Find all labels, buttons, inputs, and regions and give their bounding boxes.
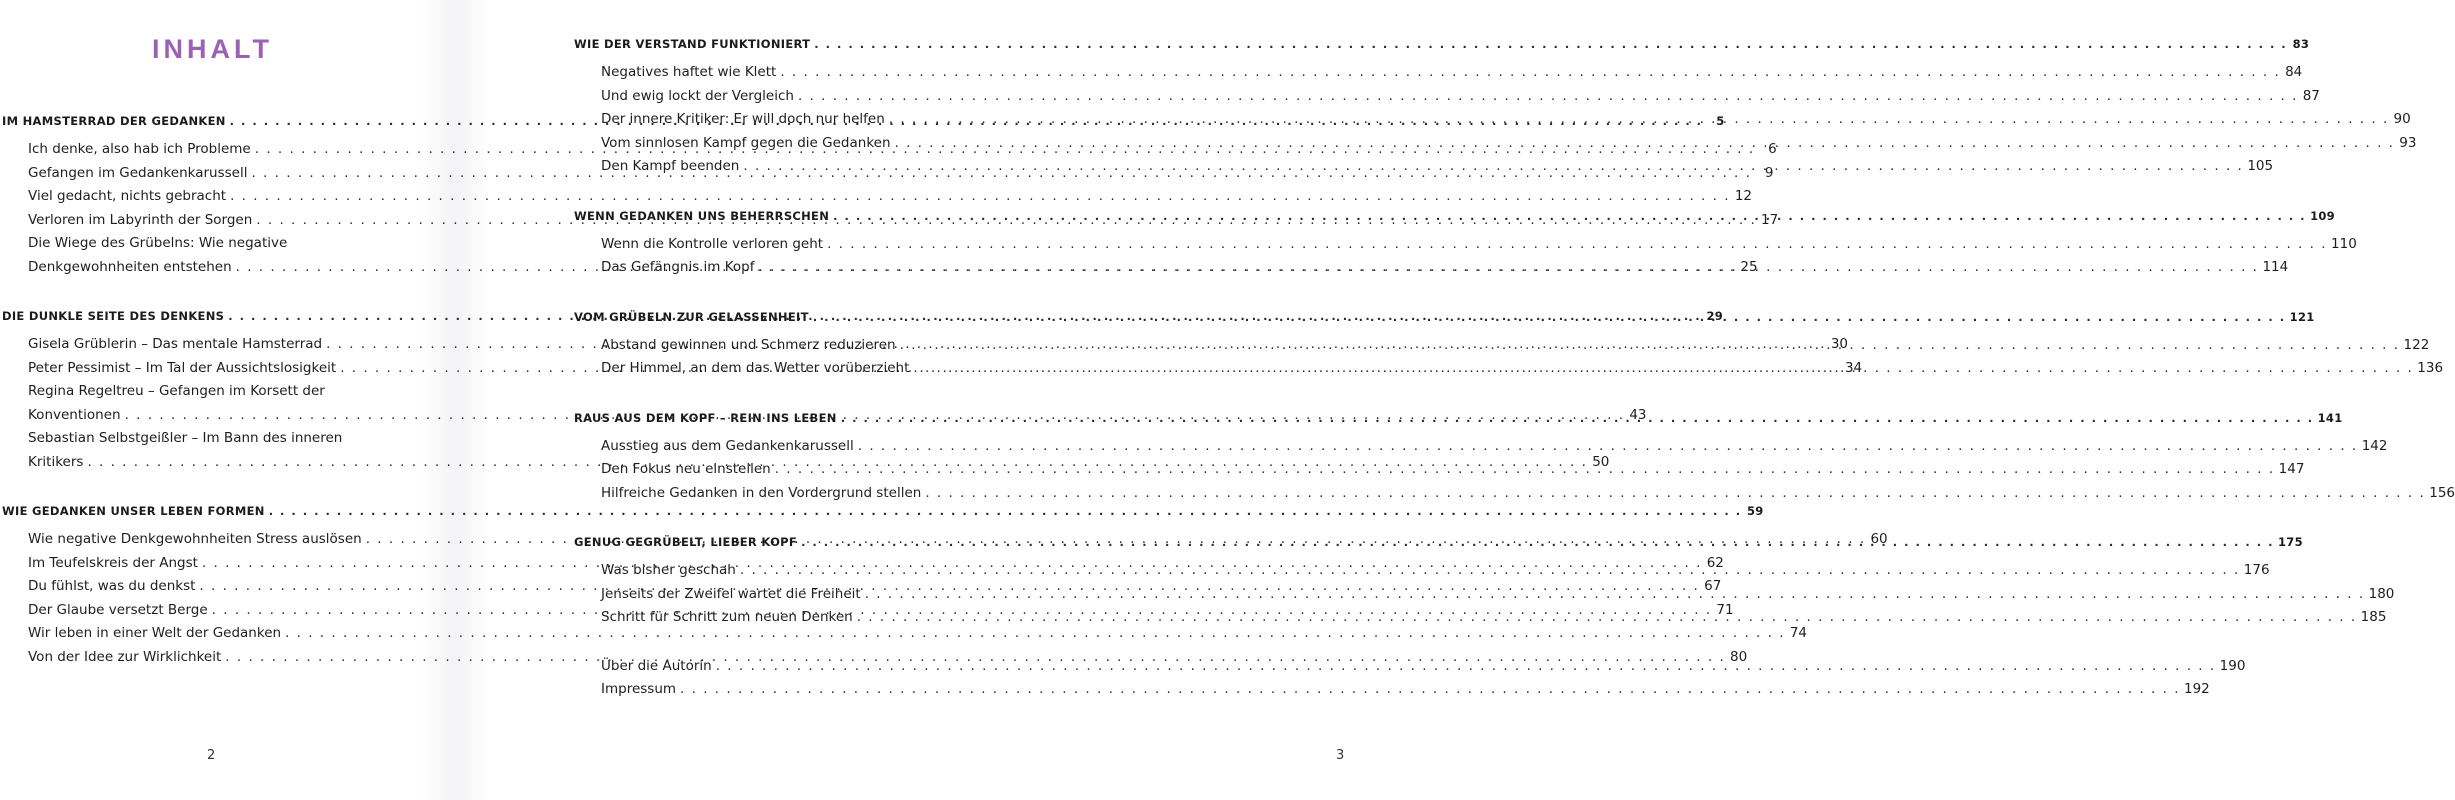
page-title: INHALT <box>152 34 273 64</box>
chapter-title: VOM GRÜBELN ZUR GELASSENHEIT <box>574 309 809 324</box>
entry-title-line1: Regina Regeltreu – Gefangen im Korsett der <box>28 383 325 399</box>
entry-title: Wenn die Kontrolle verloren geht <box>601 235 824 252</box>
page-number-right: 3 <box>1336 748 1345 763</box>
entry-page-number: 176 <box>2243 562 2270 578</box>
entry-title: Du fühlst, was du denkst <box>28 578 196 594</box>
entry-title: Abstand gewinnen und Schmerz reduzieren <box>601 336 896 353</box>
entry-page-number: 43 <box>1629 406 1647 423</box>
chapter-title: WENN GEDANKEN UNS BEHERRSCHEN <box>574 208 830 223</box>
entry-title: Der Himmel, an dem das Wetter vorüberzieht <box>601 360 910 376</box>
entry-page-number: 122 <box>2403 336 2430 353</box>
entry-page-number: 136 <box>2417 360 2444 376</box>
entry-title: Gisela Grüblerin – Das mentale Hamsterrad <box>28 336 323 352</box>
chapter-title: WIE GEDANKEN UNSER LEBEN FORMEN <box>2 504 265 518</box>
entry-title-line1: Die Wiege des Grübelns: Wie negative <box>28 235 288 251</box>
chapter-page-number: 121 <box>2289 309 2315 324</box>
dot-leader <box>771 458 2279 482</box>
entry-title: Jenseits der Zweifel wartet die Freiheit <box>601 585 861 602</box>
entry-title: Gefangen im Gedankenkarussell <box>28 164 248 181</box>
dot-leader <box>794 85 2302 109</box>
toc-entry <box>555 482 2455 506</box>
chapter-heading <box>555 32 2310 56</box>
chapter-title: GENUG GEGRÜBELT, LIEBER KOPF <box>574 535 798 549</box>
entry-page-number: 93 <box>2399 134 2417 151</box>
entry-title: Und ewig lockt der Vergleich <box>601 87 794 104</box>
entry-page-number: 114 <box>2262 259 2289 275</box>
entry-title: Peter Pessimist – Im Tal der Aussichtslosigkeit <box>28 359 337 376</box>
entry-title: Vom sinnlosen Kampf gegen die Gedanken <box>601 134 891 151</box>
entry-title: Der Glaube versetzt Berge <box>28 601 208 618</box>
dot-leader <box>861 583 2369 607</box>
entry-page-number: 142 <box>2361 437 2388 454</box>
toc-entry <box>0 622 1807 646</box>
dot-leader <box>891 132 2399 156</box>
dot-leader <box>810 32 2291 56</box>
entry-title: Verloren im Labyrinth der Sorgen <box>28 211 253 228</box>
entry-page-number: 50 <box>1592 453 1610 470</box>
entry-page-number: 80 <box>1730 648 1748 665</box>
entry-title: Konventionen <box>28 406 121 423</box>
entry-page-number: 185 <box>2360 609 2387 625</box>
entry-title: Ich denke, also hab ich Probleme <box>28 141 251 157</box>
entry-title: Von der Idee zur Wirklichkeit <box>28 648 222 665</box>
entry-page-number: 105 <box>2247 158 2274 174</box>
entry-title: Was bisher geschah <box>601 562 736 578</box>
dot-leader <box>921 482 2429 506</box>
dot-leader <box>896 334 2404 358</box>
dot-leader <box>809 305 2290 329</box>
chapter-page-number: 109 <box>2310 208 2335 223</box>
toc-section <box>555 32 2417 179</box>
chapter-heading <box>0 499 1764 523</box>
toc-entry <box>555 233 2357 257</box>
entry-title: Wie negative Denkgewohnheiten Stress auslösen <box>28 531 362 547</box>
entry-page-number: 156 <box>2429 484 2455 501</box>
chapter-page-number: 83 <box>2292 37 2310 51</box>
entry-title: Den Fokus neu einstellen <box>601 461 771 477</box>
dot-leader <box>739 155 2247 179</box>
chapter-title: DIE DUNKLE SEITE DES DENKENS <box>2 309 225 323</box>
entry-page-number: 110 <box>2331 235 2357 252</box>
toc-entry <box>555 61 2303 85</box>
entry-page-number: 17 <box>1761 211 1779 228</box>
entry-title: Schritt für Schritt zum neuen Denken <box>601 609 853 625</box>
toc-entry <box>555 678 2210 702</box>
dot-leader <box>736 559 2244 583</box>
entry-page-number: 6 <box>1768 141 1777 157</box>
dot-leader <box>712 655 2220 679</box>
entry-page-number: 62 <box>1706 554 1724 571</box>
dot-leader <box>776 61 2284 85</box>
dot-leader <box>755 256 2263 280</box>
dot-leader <box>885 108 2393 132</box>
entry-page-number: 71 <box>1716 601 1734 618</box>
toc-entry <box>555 132 2417 156</box>
toc-entry <box>555 108 2411 132</box>
entry-page-number: 190 <box>2219 657 2246 674</box>
entry-page-number: 192 <box>2183 681 2210 697</box>
entry-page-number: 25 <box>1740 258 1758 275</box>
page-number-left: 2 <box>207 748 216 763</box>
entry-page-number: 90 <box>2393 111 2411 127</box>
entry-title: Impressum <box>601 681 677 697</box>
entry-page-number: 12 <box>1734 188 1752 204</box>
dot-leader <box>829 204 2310 228</box>
entry-title: Wir leben in einer Welt der Gedanken <box>28 625 282 641</box>
dot-leader <box>837 406 2318 430</box>
chapter-title: RAUS AUS DEM KOPF – REIN INS LEBEN <box>574 410 837 425</box>
toc-entry <box>555 85 2320 109</box>
dot-leader <box>823 233 2331 257</box>
entry-title: Kritikers <box>28 453 84 470</box>
entry-title-line1: Sebastian Selbstgeißler – Im Bann des inneren <box>28 430 343 446</box>
chapter-title: IM HAMSTERRAD DER GEDANKEN <box>2 114 226 128</box>
dot-leader <box>909 357 2417 381</box>
chapter-title: WIE DER VERSTAND FUNKTIONIERT <box>574 37 811 51</box>
entry-page-number: 180 <box>2368 585 2395 602</box>
entry-page-number: 74 <box>1789 625 1807 641</box>
dot-leader <box>854 435 2362 459</box>
entry-page-number: 9 <box>1764 164 1774 181</box>
entry-page-number: 87 <box>2302 87 2320 104</box>
entry-title: Das Gefängnis im Kopf <box>601 259 755 275</box>
entry-title: Im Teufelskreis der Angst <box>28 554 198 571</box>
entry-page-number: 147 <box>2278 461 2305 477</box>
entry-title: Hilfreiche Gedanken in den Vordergrund stellen <box>601 484 922 501</box>
entry-title: Der innere Kritiker: Er will doch nur helfen <box>601 111 885 127</box>
entry-page-number: 30 <box>1830 336 1849 352</box>
entry-title: Den Kampf beenden <box>601 158 740 174</box>
toc-entry <box>0 185 1752 209</box>
toc-entry <box>555 435 2388 459</box>
entry-page-number: 67 <box>1704 578 1722 594</box>
entry-page-number: 34 <box>1844 359 1863 376</box>
entry-page-number: 60 <box>1870 531 1888 547</box>
dot-leader <box>853 606 2361 630</box>
chapter-page-number: 59 <box>1746 504 1764 518</box>
entry-title: Ausstieg aus dem Gedankenkarussell <box>601 437 854 454</box>
chapter-page-number: 5 <box>1716 114 1725 128</box>
entry-title: Über die Autorin <box>601 657 712 674</box>
entry-title: Negatives haftet wie Klett <box>601 64 777 80</box>
entry-title: Viel gedacht, nichts gebracht <box>28 188 227 204</box>
chapter-page-number: 29 <box>1706 309 1724 323</box>
toc-entry <box>555 155 2274 179</box>
entry-title: Denkgewohnheiten entstehen <box>28 258 232 275</box>
chapter-page-number: 175 <box>2277 535 2303 549</box>
entry-page-number: 84 <box>2285 64 2303 80</box>
dot-leader <box>797 530 2278 554</box>
dot-leader <box>676 678 2184 702</box>
chapter-page-number: 141 <box>2317 410 2343 425</box>
